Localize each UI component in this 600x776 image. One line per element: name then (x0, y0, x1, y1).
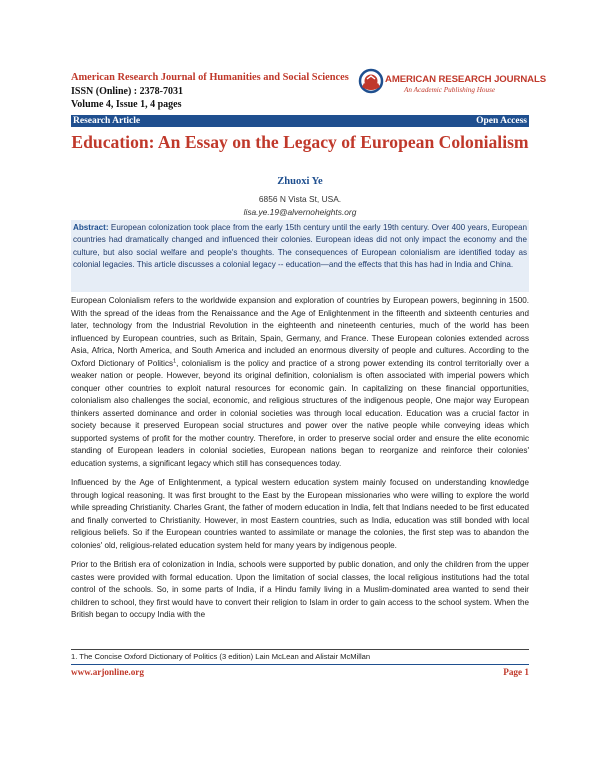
author-name: Zhuoxi Ye (277, 176, 323, 187)
abstract-text: European colonization took place from the early 15th century until the early 19th century. Over 400 years, European countries had dramatically changed and influenced their colonies. European ideas did not only impact the economy and the culture, but also social welfare and people's thoughts. The consequences of European colonialism are identified today as colonial legacies. This article discusses a colonial legacy -- education—and the effects that this has had in India and China. (73, 223, 527, 269)
logo-title: AMERICAN RESEARCH JOURNALS (385, 74, 547, 85)
access-type: Open Access (476, 116, 527, 126)
footer-rule (71, 664, 529, 665)
abstract-label: Abstract: (73, 223, 109, 232)
paragraph-1 (71, 295, 529, 470)
paragraph-1-part-a: European Colonialism refers to the worldwide expansion and exploration of countries by European powers, beginning in 1500. With the spread of the ideas from the Renaissance and the Age of Enlightenment in the fifteenth and sixteenth centuries and later, technology from the Industrial Revolution in the eighteenth and nineteenth centuries, much of the world has been influenced by European countries, such as Britain, Spain, Germany, and France. These European colonies extended across Asia, Africa, North America, and South America and included an enormous diversity of people and cultures. According to the Oxford Dictionary of Politics (71, 296, 529, 368)
footnote-ref: 1 (173, 357, 177, 364)
ribbon-emblem-icon (358, 68, 384, 94)
paragraph-3: Prior to the British era of colonization in India, schools were supported by public donation, and only the children from the upper castes were provided with formal education. Upon the limitation of social classes, the local religious institutions had the total control of the schools. So, in some parts of India, if a Hindu family living in a Muslim-dominated area wanted to send their children to school, they first would have to convert their religion to Islam in order to gain access to the school system. When the British began to occupy India with the (71, 560, 529, 619)
volume-info: Volume 4, Issue 1, 4 pages (71, 99, 182, 110)
page-number: Page 1 (503, 667, 529, 677)
footer-url[interactable]: www.arjonline.org (71, 667, 144, 677)
footnote: 1. The Concise Oxford Dictionary of Politics (3 edition) Lain McLean and Alistair McMillan (71, 652, 371, 661)
publisher-logo (358, 68, 547, 102)
logo-subtitle: An Academic Publishing House (404, 86, 496, 94)
paragraph-1-part-b: , colonialism is the policy and practice of a strong power extending its control territorially over a weaker nation or people. However, beyond its original definition, colonialism is often associated with imperial powers which conquer other countries to exploit natural resources for economic gain. In capitalizing on these financial opportunities, colonialism also challenges the social, economic, and religious structures of the indigenous people, One major way European thinkers asserted dominance and order in colonial societies was through local education. Education was a crucial factor in society because it preserved European social structures and power over the native people while conveying ideas which supported systems of profit for the mother country. Therefore, in order to preserve social order and ensure the elite economic standing of European leaders in colonial societies, European nations began to reorganize and reinforce their colonies' education systems, a significant legacy which still has consequences today. (71, 358, 530, 468)
journal-name: American Research Journal of Humanities and Social Sciences (71, 72, 349, 83)
article-type: Research Article (73, 116, 141, 126)
author-email[interactable]: lisa.ye.19@alvernoheights.org (243, 207, 357, 217)
footnote-rule (71, 649, 529, 650)
article-title: Education: An Essay on the Legacy of European Colonialism (71, 132, 529, 152)
paragraph-2: Influenced by the Age of Enlightenment, a typical western education system mainly focused on understanding knowledge through logical reasoning. It was first brought to the East by the European missionaries who were willing to explore the world while spreading Christianity. Charles Grant, the father of modern education in India, felt that Indians needed to be first educated and finally converted to Christianity. However, in most Eastern countries, such as India, education was still bonded with local religious beliefs. So if the European countries wanted to assimilate or manage the colonies, the first step was to abandon the colonies' old, religious-related education system held for many years by indigenous people. (71, 478, 529, 550)
article-type-bar (71, 115, 529, 127)
abstract-box (71, 220, 529, 292)
author-address: 6856 N Vista St, USA. (258, 194, 342, 204)
issn: ISSN (Online) : 2378-7031 (71, 86, 183, 97)
body-text (71, 295, 529, 629)
